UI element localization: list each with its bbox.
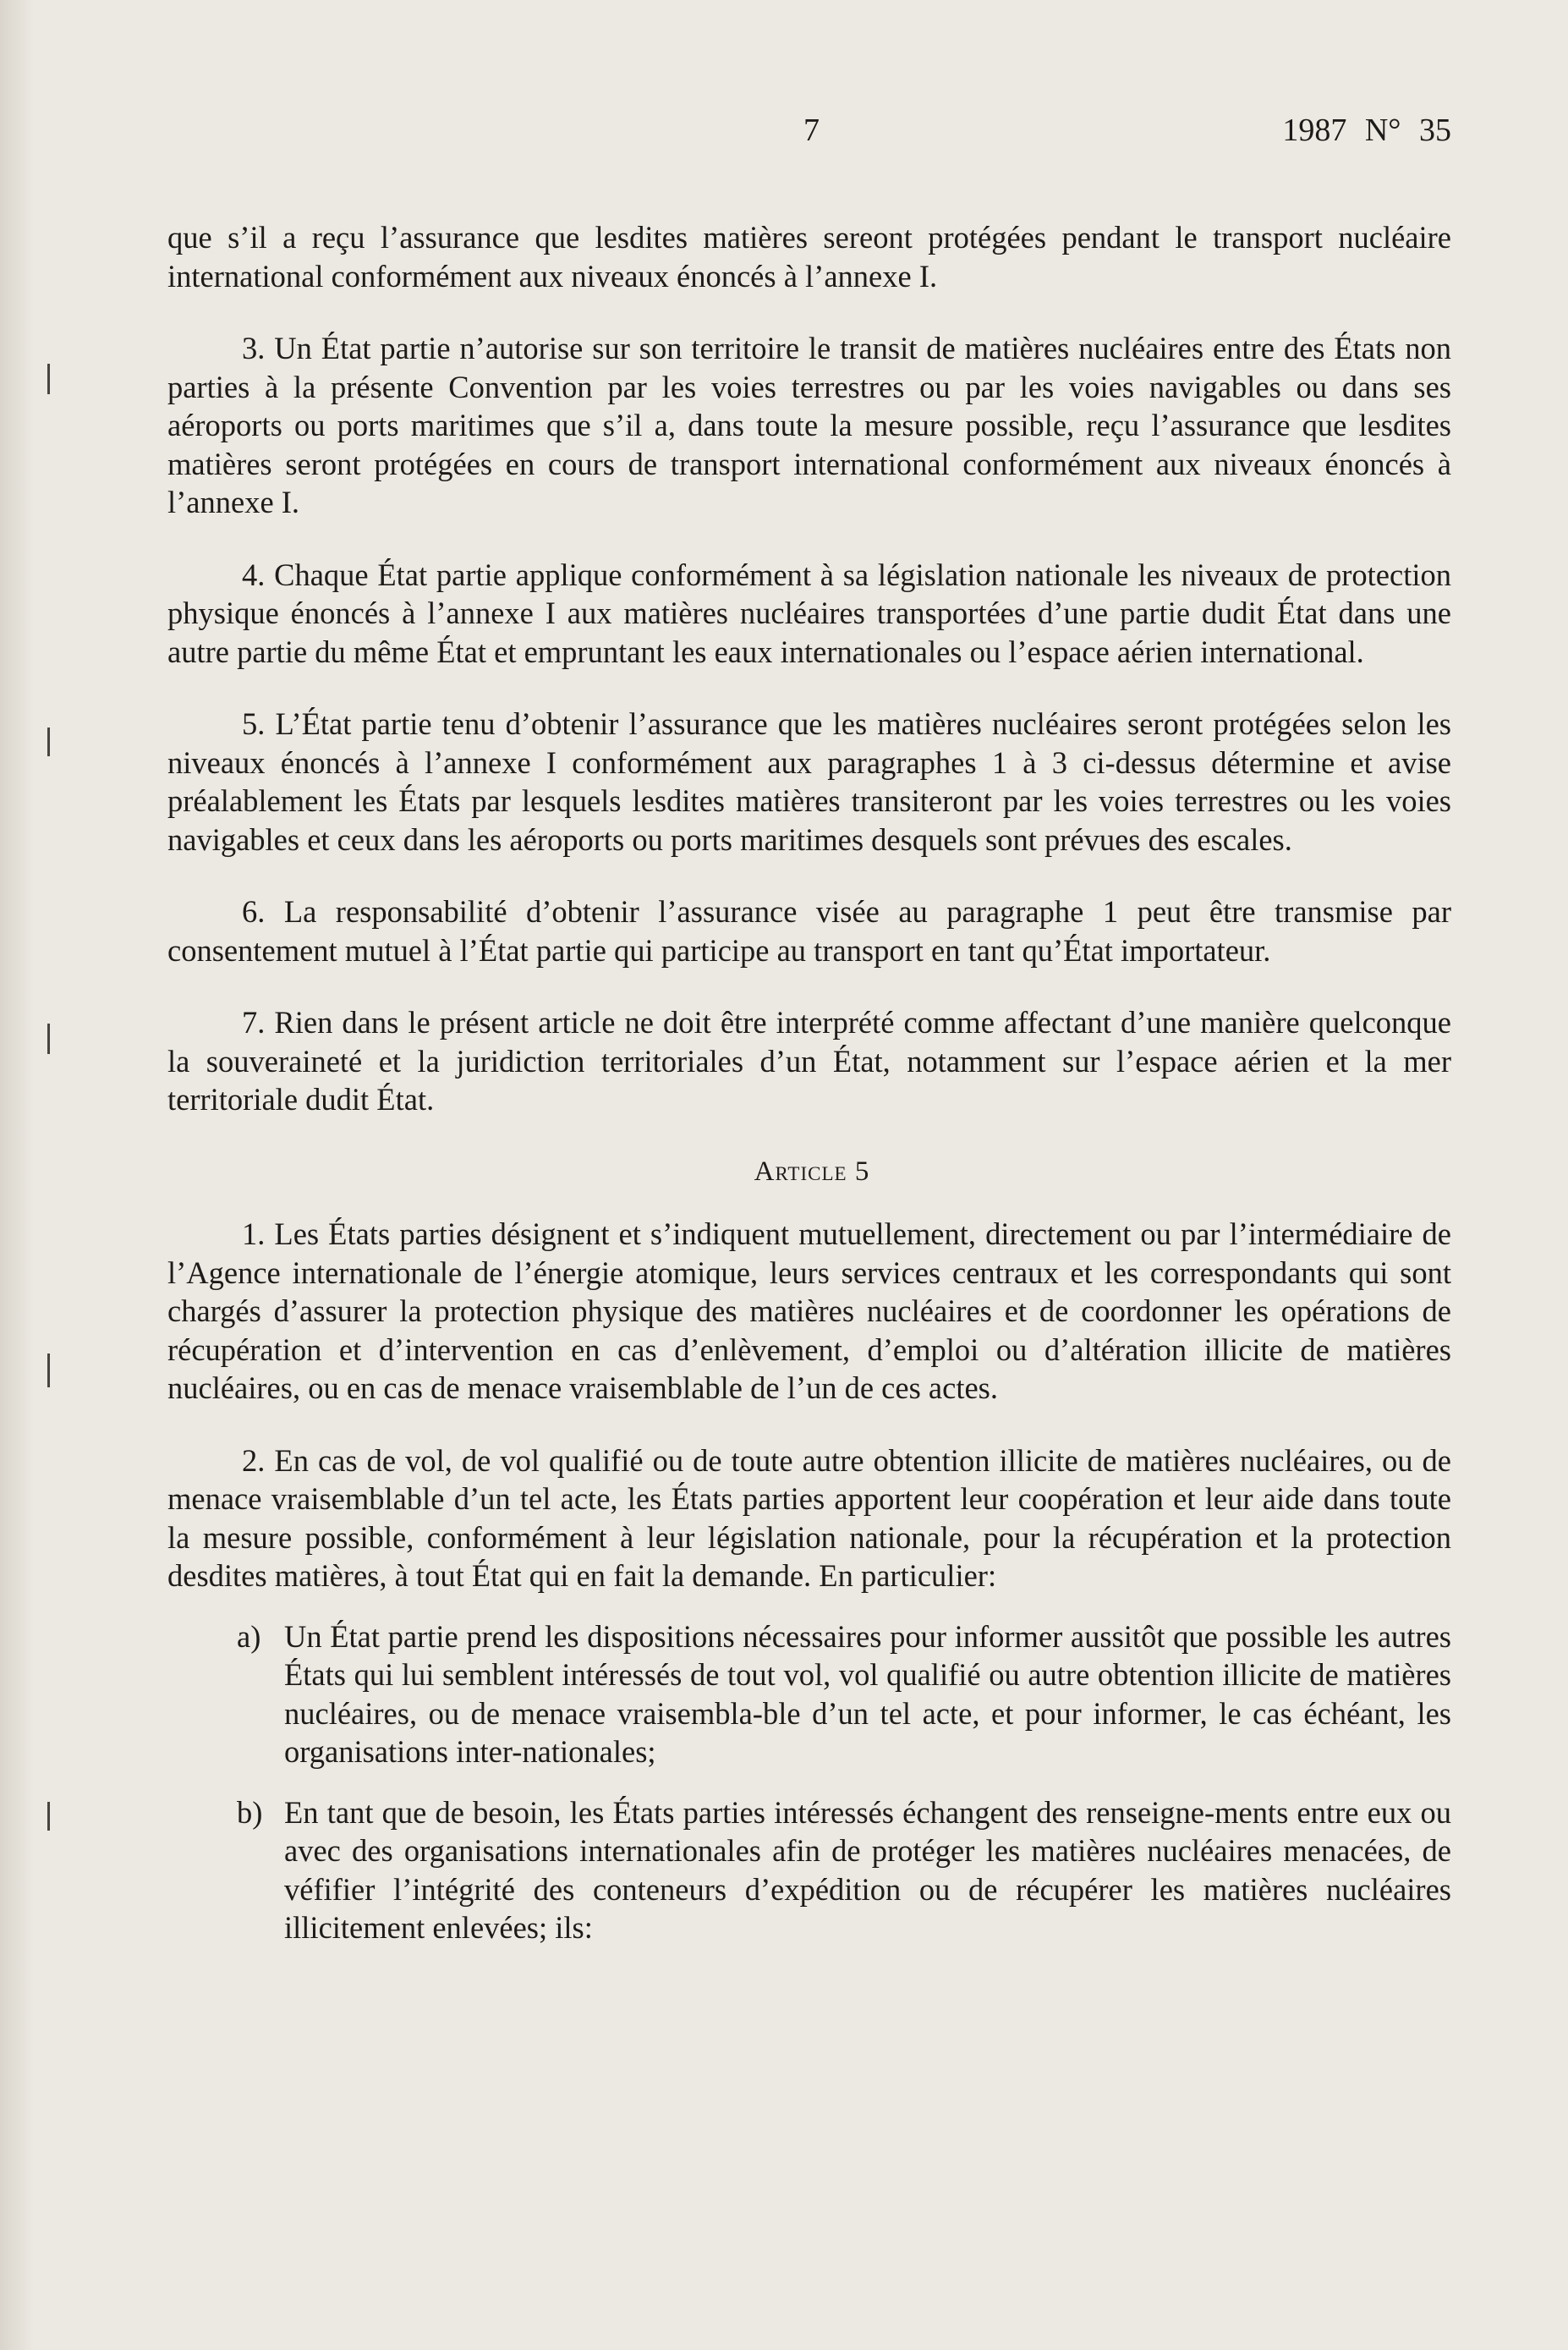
paragraph-3: 3. Un État partie n’autorise sur son territoire le transit de matières nucléaires entre des États non parties à la présente Convention par les voies terrestres ou par les voies navigables ou dans ses aéroports ou ports maritimes que s’il a, dans toute la mesure possible, reçu l’assurance que lesdites matières seront protégées en cours de transport international conformément aux niveaux énoncés à l’annexe I. [167, 331, 1451, 519]
gazette-reference: 1987 N° 35 [1282, 113, 1451, 148]
paragraph-5: 5. L’État partie tenu d’obtenir l’assurance que les matières nucléaires seront protégées selon les niveaux énoncés à l’annexe I conformément aux paragraphes 1 à 3 ci-dessus détermine et avise préalablement les États par lesquels lesdites matières transiteront par les voies terrestres ou les voies navigables et ceux dans les aéroports ou ports maritimes desquels sont prévues des escales. [167, 706, 1451, 857]
paragraph-6: 6. La responsabilité d’obtenir l’assurance visée au paragraphe 1 peut être transmise par consentement mutuel à l’État partie qui participe au transport en tant qu’État importateur. [167, 894, 1451, 968]
margin-mark [47, 364, 50, 394]
article-5-paragraph-2: 2. En cas de vol, de vol qualifié ou de toute autre obtention illicite de matières nucléaires, ou de menace vraisemblable d’un tel acte, les États parties apportent leur coopération et leur aide dans toute la mesure possible, conformément à leur législation nationale, pour la récupération et la protection desdites matières, à tout État qui en fait la demande. En particulier: [167, 1442, 1451, 1593]
article-heading-text: Article 5 [754, 1156, 870, 1187]
list-item-text: Un État partie prend les dispositions nécessaires pour informer aussitôt que possible les autres États qui lui semblent intéressés de tout vol, vol qualifié ou autre obtention illicite de matières nucléaires, ou de menace vraisembla-ble d’un tel acte, et pour informer, le cas échéant, les organisations inter-nationales; [284, 1618, 1451, 1769]
margin-mark [47, 1353, 50, 1387]
list-item-text: En tant que de besoin, les États parties intéressés échangent des renseigne-ments entre eux ou avec des organisations internationales afin de protéger les matières nucléaires menacées, de véfifier l’intégrité des conteneurs d’expédition ou de récupérer les matières nucléaires illicitement enlevées; ils: [284, 1794, 1451, 1945]
paragraph-4: 4. Chaque État partie applique conformément à sa législation nationale les niveaux de protection physique énoncés à l’annexe I aux matières nucléaires transportées d’une partie dudit État dans une autre partie du même État et empruntant les eaux internationales ou l’espace aérien international. [167, 557, 1451, 669]
binding-shadow [0, 0, 34, 2350]
document-body [167, 218, 1451, 1969]
page-number: 7 [803, 113, 820, 148]
article-heading [167, 1153, 1451, 1192]
list-item [167, 1793, 1451, 1947]
page-header [169, 112, 1451, 154]
article-5-paragraph-1: 1. Les États parties désignent et s’indiquent mutuellement, directement ou par l’intermédiaire de l’Agence internationale de l’énergie atomique, leurs services centraux et les correspondants qui sont chargés d’assurer la protection physique des matières nucléaires et de coordonner les opérations de récupération et d’intervention en cas d’enlèvement, d’emploi ou d’altération illicite de matières nucléaires, ou en cas de menace vraisemblable de l’un de ces actes. [167, 1216, 1451, 1405]
list-marker: a) [237, 1618, 261, 1654]
margin-mark [47, 1024, 50, 1054]
margin-mark [47, 728, 50, 756]
margin-mark [47, 1802, 50, 1831]
list-marker: b) [237, 1794, 263, 1830]
paragraph-continuation: que s’il a reçu l’assurance que lesdites matières sereont protégées pendant le transport nucléaire international conformément aux niveaux énoncés à l’annexe I. [167, 220, 1451, 294]
paragraph-7: 7. Rien dans le présent article ne doit être interprété comme affectant d’une manière quelconque la souveraineté et la juridiction territoriales d’un État, notamment sur l’espace aérien et la mer territoriale dudit État. [167, 1005, 1451, 1117]
list-item [167, 1617, 1451, 1771]
